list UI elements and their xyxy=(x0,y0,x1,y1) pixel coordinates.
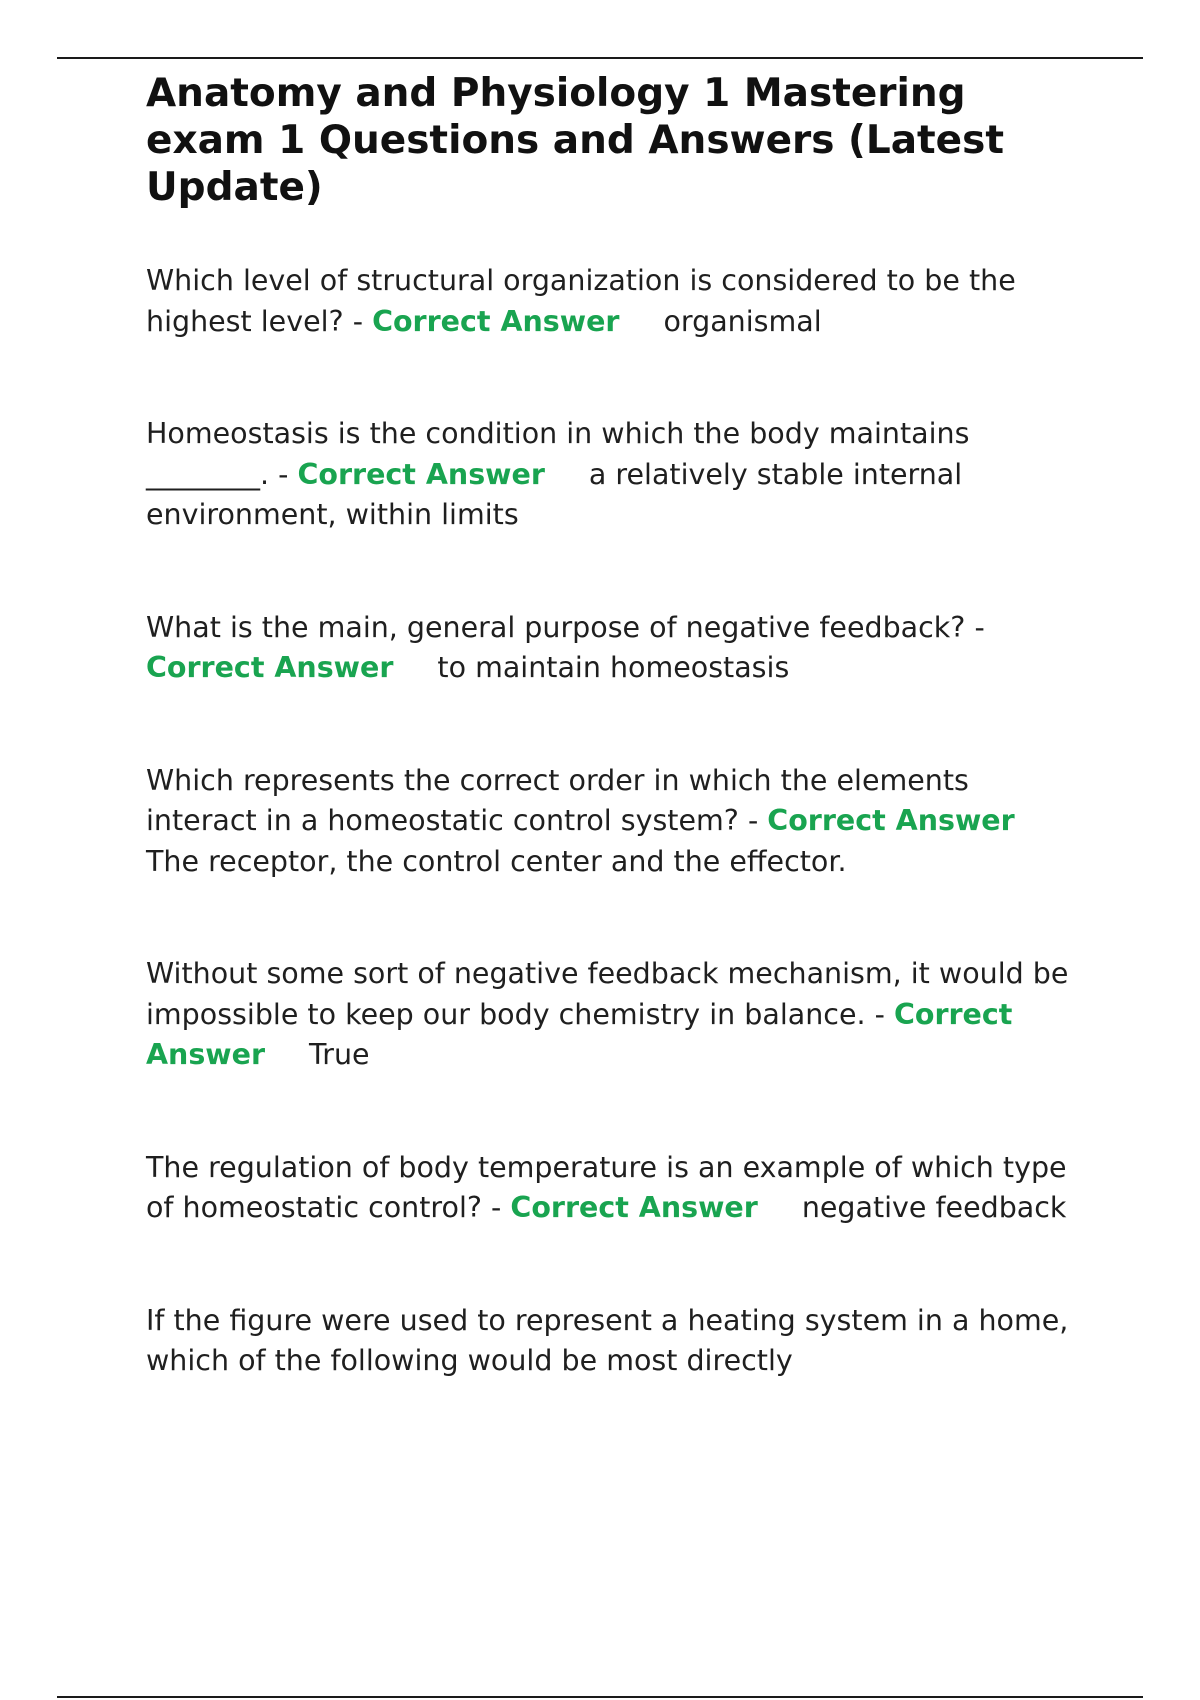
document-body xyxy=(146,70,1086,1382)
correct-answer-label: Correct Answer xyxy=(510,1191,758,1224)
qa-item xyxy=(146,261,1086,342)
top-rule xyxy=(57,57,1143,59)
correct-answer-label: Correct Answer xyxy=(146,651,394,684)
question-text: What is the main, general purpose of negative feedback? - xyxy=(146,610,985,644)
answer-text: negative feedback xyxy=(801,1191,1067,1224)
answer-text: to maintain homeostasis xyxy=(437,651,790,684)
qa-item xyxy=(146,1148,1086,1229)
question-text: If the figure were used to represent a heating system in a home, which of the following would be most directly xyxy=(146,1303,1069,1377)
question-text: Without some sort of negative feedback mechanism, it would be impossible to keep our body chemistry in balance. - xyxy=(146,957,1069,1031)
correct-answer-label: Correct Answer xyxy=(146,997,1013,1071)
question-text: The regulation of body temperature is an example of which type of homeostatic control? - xyxy=(146,1150,1067,1224)
qa-item xyxy=(146,414,1086,536)
correct-answer-label: Correct Answer xyxy=(767,804,1015,837)
qa-item xyxy=(146,761,1086,883)
correct-answer-label: Correct Answer xyxy=(372,304,620,338)
answer-text: The receptor, the control center and the effector. xyxy=(146,844,847,878)
qa-item xyxy=(146,608,1086,689)
question-text: Which level of structural organization is considered to be the highest level? - xyxy=(146,264,1016,338)
answer-text: a relatively stable internal environment, within limits xyxy=(146,457,963,531)
answer-text: True xyxy=(309,1038,370,1071)
qa-item xyxy=(146,1301,1086,1382)
qa-list xyxy=(146,261,1086,1382)
question-text: Homeostasis is the condition in which the body maintains ________. - xyxy=(146,417,970,491)
answer-text: organismal xyxy=(663,304,822,338)
question-text: Which represents the correct order in which the elements interact in a homeostatic control system? - xyxy=(146,763,969,837)
document-title: Anatomy and Physiology 1 Mastering exam 1 Questions and Answers (Latest Update) xyxy=(146,71,1004,210)
correct-answer-label: Correct Answer xyxy=(297,457,545,491)
qa-item xyxy=(146,954,1086,1076)
bottom-rule xyxy=(57,1696,1143,1698)
